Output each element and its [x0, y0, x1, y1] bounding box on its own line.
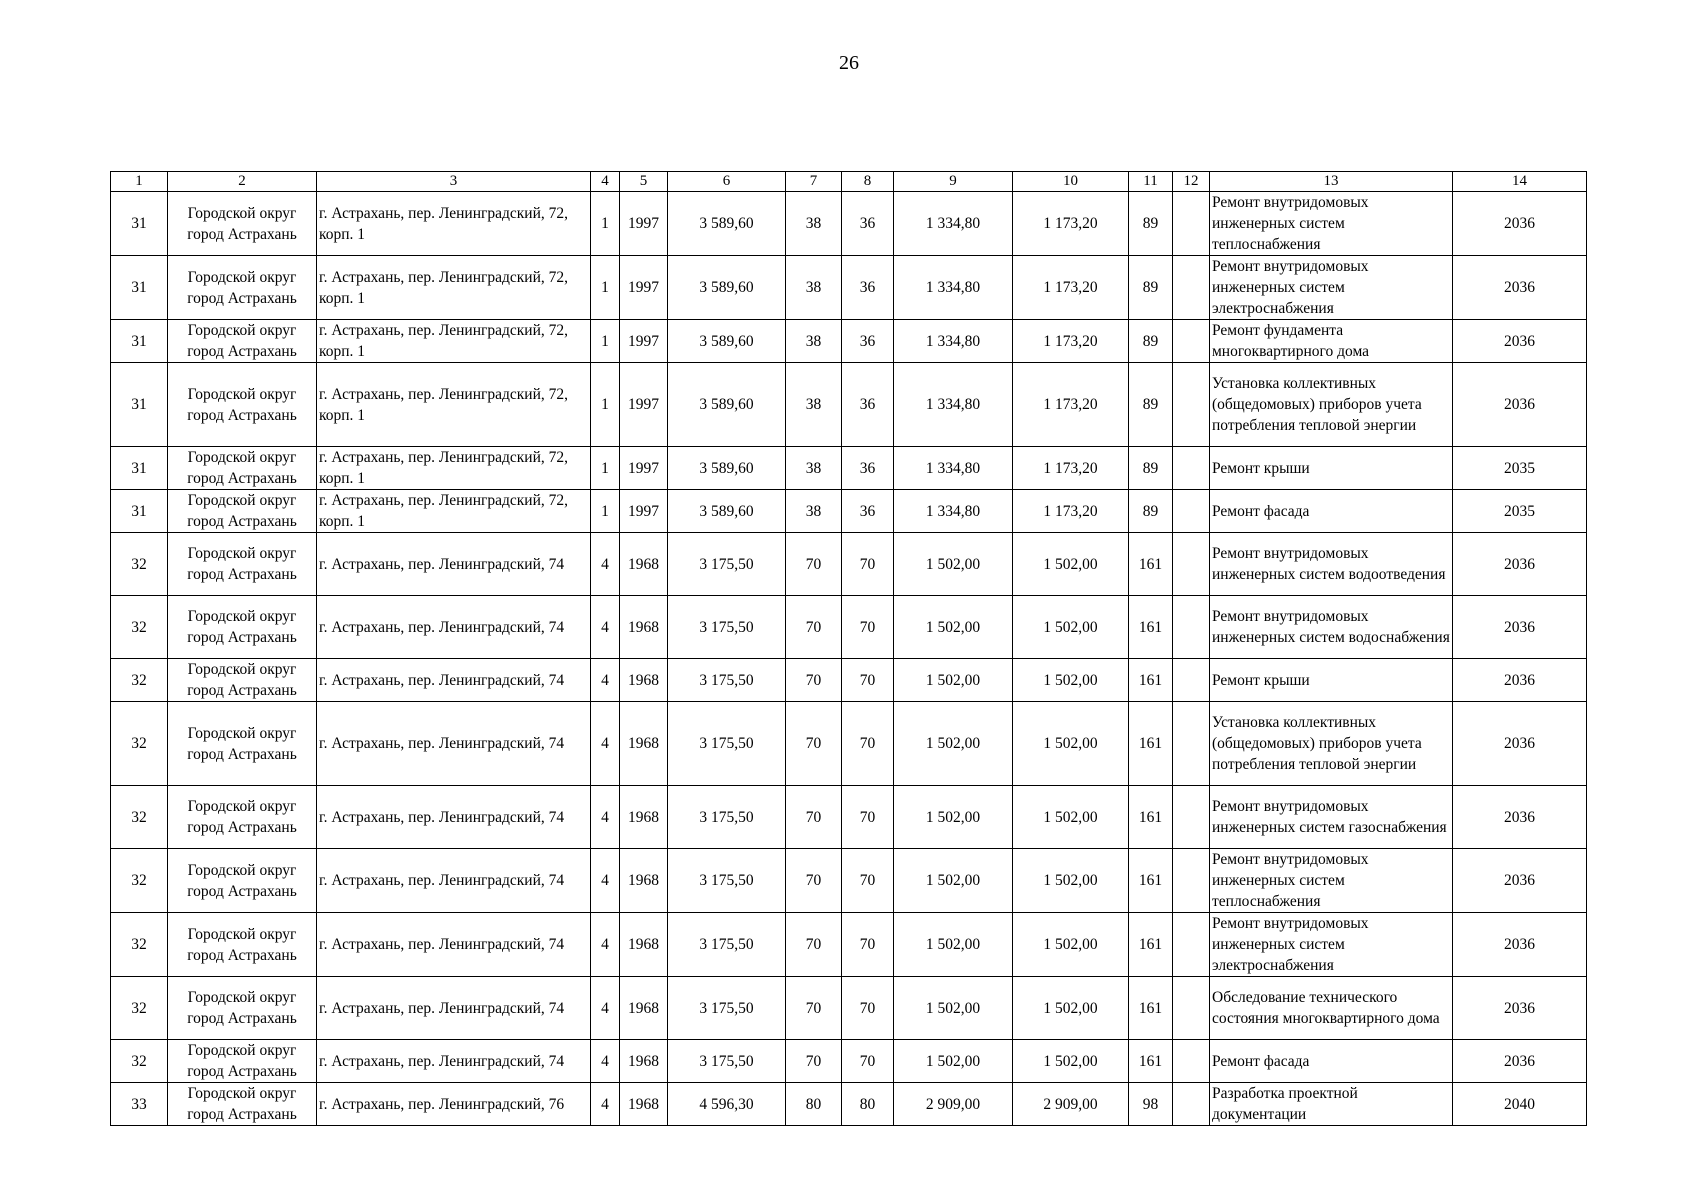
col12-cell — [1173, 1083, 1210, 1126]
col8-cell: 36 — [842, 447, 894, 490]
col9-cell: 1 502,00 — [894, 913, 1013, 977]
col7-cell: 38 — [786, 490, 842, 533]
col9-cell: 1 334,80 — [894, 363, 1013, 447]
page-number: 26 — [839, 52, 859, 74]
col8-cell: 36 — [842, 256, 894, 320]
table-row — [111, 447, 1587, 490]
table-row — [111, 490, 1587, 533]
col8-cell: 70 — [842, 533, 894, 596]
column-header: 6 — [668, 172, 786, 192]
address-cell: г. Астрахань, пер. Ленинградский, 72, корп. 1 — [317, 256, 591, 320]
col6-cell: 3 589,60 — [668, 490, 786, 533]
col4-cell: 4 — [591, 913, 620, 977]
municipality-cell: Городской округ город Астрахань — [168, 702, 317, 786]
col11-cell: 161 — [1129, 533, 1173, 596]
col6-cell: 3 175,50 — [668, 913, 786, 977]
col6-cell: 3 175,50 — [668, 702, 786, 786]
col11-cell: 161 — [1129, 1040, 1173, 1083]
col4-cell: 1 — [591, 192, 620, 256]
col6-cell: 3 175,50 — [668, 786, 786, 849]
col4-cell: 4 — [591, 1083, 620, 1126]
col4-cell: 4 — [591, 596, 620, 659]
municipality-cell: Городской округ город Астрахань — [168, 256, 317, 320]
col6-cell: 4 596,30 — [668, 1083, 786, 1126]
col7-cell: 70 — [786, 596, 842, 659]
year-cell: 1968 — [620, 702, 668, 786]
row-number-cell: 31 — [111, 490, 168, 533]
municipality-cell: Городской округ город Астрахань — [168, 596, 317, 659]
work-type-cell: Ремонт внутридомовых инженерных систем электроснабжения — [1210, 913, 1453, 977]
table-row — [111, 256, 1587, 320]
col9-cell: 1 502,00 — [894, 533, 1013, 596]
capital-repair-table — [110, 171, 1587, 1126]
col4-cell: 4 — [591, 533, 620, 596]
row-number-cell: 31 — [111, 192, 168, 256]
plan-year-cell: 2036 — [1453, 659, 1587, 702]
col7-cell: 70 — [786, 702, 842, 786]
work-type-cell: Установка коллективных (общедомовых) приборов учета потребления тепловой энергии — [1210, 363, 1453, 447]
col11-cell: 161 — [1129, 596, 1173, 659]
col10-cell: 1 173,20 — [1013, 320, 1129, 363]
col10-cell: 1 502,00 — [1013, 913, 1129, 977]
address-cell: г. Астрахань, пер. Ленинградский, 74 — [317, 596, 591, 659]
col7-cell: 70 — [786, 533, 842, 596]
col9-cell: 1 502,00 — [894, 596, 1013, 659]
header-row — [111, 172, 1587, 192]
year-cell: 1968 — [620, 977, 668, 1040]
address-cell: г. Астрахань, пер. Ленинградский, 72, корп. 1 — [317, 363, 591, 447]
col8-cell: 70 — [842, 596, 894, 659]
year-cell: 1997 — [620, 192, 668, 256]
year-cell: 1997 — [620, 363, 668, 447]
table-row — [111, 977, 1587, 1040]
column-header: 14 — [1453, 172, 1587, 192]
col6-cell: 3 175,50 — [668, 849, 786, 913]
column-header: 5 — [620, 172, 668, 192]
municipality-cell: Городской округ город Астрахань — [168, 849, 317, 913]
col9-cell: 1 502,00 — [894, 659, 1013, 702]
table-row — [111, 1083, 1587, 1126]
col9-cell: 1 502,00 — [894, 702, 1013, 786]
col12-cell — [1173, 256, 1210, 320]
year-cell: 1997 — [620, 490, 668, 533]
col7-cell: 70 — [786, 913, 842, 977]
col7-cell: 70 — [786, 977, 842, 1040]
year-cell: 1997 — [620, 320, 668, 363]
col7-cell: 70 — [786, 1040, 842, 1083]
table-row — [111, 533, 1587, 596]
address-cell: г. Астрахань, пер. Ленинградский, 72, корп. 1 — [317, 490, 591, 533]
year-cell: 1968 — [620, 533, 668, 596]
col10-cell: 1 173,20 — [1013, 490, 1129, 533]
column-header: 9 — [894, 172, 1013, 192]
work-type-cell: Установка коллективных (общедомовых) приборов учета потребления тепловой энергии — [1210, 702, 1453, 786]
col6-cell: 3 175,50 — [668, 659, 786, 702]
col8-cell: 36 — [842, 363, 894, 447]
work-type-cell: Ремонт крыши — [1210, 447, 1453, 490]
row-number-cell: 32 — [111, 533, 168, 596]
col6-cell: 3 175,50 — [668, 596, 786, 659]
row-number-cell: 31 — [111, 447, 168, 490]
municipality-cell: Городской округ город Астрахань — [168, 1040, 317, 1083]
col10-cell: 1 173,20 — [1013, 447, 1129, 490]
col4-cell: 4 — [591, 659, 620, 702]
column-header: 12 — [1173, 172, 1210, 192]
col6-cell: 3 589,60 — [668, 256, 786, 320]
table-row — [111, 849, 1587, 913]
work-type-cell: Ремонт внутридомовых инженерных систем электроснабжения — [1210, 256, 1453, 320]
col11-cell: 161 — [1129, 849, 1173, 913]
col12-cell — [1173, 702, 1210, 786]
work-type-cell: Ремонт крыши — [1210, 659, 1453, 702]
col6-cell: 3 589,60 — [668, 192, 786, 256]
col8-cell: 70 — [842, 702, 894, 786]
table-row — [111, 320, 1587, 363]
col11-cell: 161 — [1129, 659, 1173, 702]
col10-cell: 1 173,20 — [1013, 256, 1129, 320]
col11-cell: 98 — [1129, 1083, 1173, 1126]
year-cell: 1968 — [620, 849, 668, 913]
row-number-cell: 31 — [111, 320, 168, 363]
col8-cell: 36 — [842, 490, 894, 533]
col7-cell: 38 — [786, 320, 842, 363]
plan-year-cell: 2035 — [1453, 447, 1587, 490]
col12-cell — [1173, 659, 1210, 702]
col11-cell: 89 — [1129, 447, 1173, 490]
work-type-cell: Ремонт внутридомовых инженерных систем теплоснабжения — [1210, 849, 1453, 913]
col12-cell — [1173, 363, 1210, 447]
col4-cell: 1 — [591, 490, 620, 533]
col12-cell — [1173, 192, 1210, 256]
col12-cell — [1173, 533, 1210, 596]
municipality-cell: Городской округ город Астрахань — [168, 363, 317, 447]
col7-cell: 70 — [786, 786, 842, 849]
address-cell: г. Астрахань, пер. Ленинградский, 72, корп. 1 — [317, 320, 591, 363]
plan-year-cell: 2040 — [1453, 1083, 1587, 1126]
address-cell: г. Астрахань, пер. Ленинградский, 74 — [317, 659, 591, 702]
table-row — [111, 192, 1587, 256]
col10-cell: 1 173,20 — [1013, 363, 1129, 447]
col6-cell: 3 175,50 — [668, 533, 786, 596]
work-type-cell: Ремонт внутридомовых инженерных систем теплоснабжения — [1210, 192, 1453, 256]
municipality-cell: Городской округ город Астрахань — [168, 490, 317, 533]
plan-year-cell: 2036 — [1453, 320, 1587, 363]
col6-cell: 3 589,60 — [668, 447, 786, 490]
address-cell: г. Астрахань, пер. Ленинградский, 74 — [317, 977, 591, 1040]
col4-cell: 1 — [591, 447, 620, 490]
col8-cell: 70 — [842, 849, 894, 913]
municipality-cell: Городской округ город Астрахань — [168, 1083, 317, 1126]
col11-cell: 89 — [1129, 192, 1173, 256]
col10-cell: 1 502,00 — [1013, 702, 1129, 786]
address-cell: г. Астрахань, пер. Ленинградский, 72, корп. 1 — [317, 447, 591, 490]
work-type-cell: Ремонт внутридомовых инженерных систем водоснабжения — [1210, 596, 1453, 659]
col8-cell: 80 — [842, 1083, 894, 1126]
address-cell: г. Астрахань, пер. Ленинградский, 74 — [317, 786, 591, 849]
address-cell: г. Астрахань, пер. Ленинградский, 76 — [317, 1083, 591, 1126]
row-number-cell: 32 — [111, 702, 168, 786]
address-cell: г. Астрахань, пер. Ленинградский, 74 — [317, 702, 591, 786]
plan-year-cell: 2036 — [1453, 363, 1587, 447]
work-type-cell: Ремонт фундамента многоквартирного дома — [1210, 320, 1453, 363]
address-cell: г. Астрахань, пер. Ленинградский, 74 — [317, 849, 591, 913]
col12-cell — [1173, 849, 1210, 913]
col12-cell — [1173, 596, 1210, 659]
column-header: 4 — [591, 172, 620, 192]
col4-cell: 4 — [591, 786, 620, 849]
col4-cell: 1 — [591, 363, 620, 447]
col9-cell: 1 502,00 — [894, 786, 1013, 849]
plan-year-cell: 2036 — [1453, 786, 1587, 849]
address-cell: г. Астрахань, пер. Ленинградский, 74 — [317, 1040, 591, 1083]
col4-cell: 4 — [591, 702, 620, 786]
table-row — [111, 1040, 1587, 1083]
col9-cell: 1 502,00 — [894, 1040, 1013, 1083]
table-row — [111, 596, 1587, 659]
table-row — [111, 363, 1587, 447]
col4-cell: 4 — [591, 1040, 620, 1083]
column-header: 11 — [1129, 172, 1173, 192]
col11-cell: 89 — [1129, 256, 1173, 320]
col9-cell: 1 334,80 — [894, 192, 1013, 256]
row-number-cell: 32 — [111, 913, 168, 977]
col7-cell: 38 — [786, 363, 842, 447]
municipality-cell: Городской округ город Астрахань — [168, 977, 317, 1040]
col10-cell: 1 502,00 — [1013, 659, 1129, 702]
col7-cell: 38 — [786, 256, 842, 320]
plan-year-cell: 2036 — [1453, 596, 1587, 659]
col7-cell: 70 — [786, 659, 842, 702]
plan-year-cell: 2036 — [1453, 533, 1587, 596]
col12-cell — [1173, 913, 1210, 977]
work-type-cell: Ремонт внутридомовых инженерных систем водоотведения — [1210, 533, 1453, 596]
col9-cell: 2 909,00 — [894, 1083, 1013, 1126]
year-cell: 1997 — [620, 447, 668, 490]
plan-year-cell: 2036 — [1453, 1040, 1587, 1083]
plan-year-cell: 2036 — [1453, 702, 1587, 786]
column-header: 8 — [842, 172, 894, 192]
municipality-cell: Городской округ город Астрахань — [168, 533, 317, 596]
col9-cell: 1 334,80 — [894, 447, 1013, 490]
table-row — [111, 786, 1587, 849]
column-header: 3 — [317, 172, 591, 192]
col7-cell: 38 — [786, 192, 842, 256]
year-cell: 1997 — [620, 256, 668, 320]
col12-cell — [1173, 786, 1210, 849]
col10-cell: 1 502,00 — [1013, 1040, 1129, 1083]
col4-cell: 4 — [591, 977, 620, 1040]
plan-year-cell: 2035 — [1453, 490, 1587, 533]
col10-cell: 1 502,00 — [1013, 849, 1129, 913]
table-row — [111, 659, 1587, 702]
row-number-cell: 32 — [111, 786, 168, 849]
column-header: 13 — [1210, 172, 1453, 192]
col11-cell: 161 — [1129, 786, 1173, 849]
plan-year-cell: 2036 — [1453, 192, 1587, 256]
work-type-cell: Ремонт внутридомовых инженерных систем газоснабжения — [1210, 786, 1453, 849]
col9-cell: 1 502,00 — [894, 977, 1013, 1040]
col7-cell: 38 — [786, 447, 842, 490]
col8-cell: 70 — [842, 659, 894, 702]
col8-cell: 36 — [842, 320, 894, 363]
row-number-cell: 32 — [111, 977, 168, 1040]
col8-cell: 70 — [842, 977, 894, 1040]
col11-cell: 89 — [1129, 320, 1173, 363]
municipality-cell: Городской округ город Астрахань — [168, 192, 317, 256]
column-header: 1 — [111, 172, 168, 192]
col12-cell — [1173, 490, 1210, 533]
col6-cell: 3 175,50 — [668, 977, 786, 1040]
col11-cell: 89 — [1129, 363, 1173, 447]
col11-cell: 161 — [1129, 913, 1173, 977]
work-type-cell: Ремонт фасада — [1210, 1040, 1453, 1083]
col11-cell: 161 — [1129, 977, 1173, 1040]
row-number-cell: 32 — [111, 1040, 168, 1083]
year-cell: 1968 — [620, 596, 668, 659]
year-cell: 1968 — [620, 1040, 668, 1083]
col6-cell: 3 589,60 — [668, 320, 786, 363]
plan-year-cell: 2036 — [1453, 849, 1587, 913]
col8-cell: 70 — [842, 913, 894, 977]
col10-cell: 1 173,20 — [1013, 192, 1129, 256]
col10-cell: 1 502,00 — [1013, 596, 1129, 659]
work-type-cell: Ремонт фасада — [1210, 490, 1453, 533]
municipality-cell: Городской округ город Астрахань — [168, 913, 317, 977]
work-type-cell: Разработка проектной документации — [1210, 1083, 1453, 1126]
table-row — [111, 702, 1587, 786]
col11-cell: 161 — [1129, 702, 1173, 786]
col4-cell: 4 — [591, 849, 620, 913]
municipality-cell: Городской округ город Астрахань — [168, 320, 317, 363]
col4-cell: 1 — [591, 320, 620, 363]
col10-cell: 1 502,00 — [1013, 977, 1129, 1040]
col9-cell: 1 334,80 — [894, 256, 1013, 320]
col6-cell: 3 589,60 — [668, 363, 786, 447]
plan-year-cell: 2036 — [1453, 913, 1587, 977]
col10-cell: 2 909,00 — [1013, 1083, 1129, 1126]
col11-cell: 89 — [1129, 490, 1173, 533]
col7-cell: 80 — [786, 1083, 842, 1126]
col4-cell: 1 — [591, 256, 620, 320]
column-header: 7 — [786, 172, 842, 192]
row-number-cell: 33 — [111, 1083, 168, 1126]
work-type-cell: Обследование технического состояния многоквартирного дома — [1210, 977, 1453, 1040]
plan-year-cell: 2036 — [1453, 977, 1587, 1040]
year-cell: 1968 — [620, 1083, 668, 1126]
col9-cell: 1 502,00 — [894, 849, 1013, 913]
col9-cell: 1 334,80 — [894, 320, 1013, 363]
address-cell: г. Астрахань, пер. Ленинградский, 74 — [317, 533, 591, 596]
row-number-cell: 31 — [111, 256, 168, 320]
year-cell: 1968 — [620, 786, 668, 849]
col12-cell — [1173, 977, 1210, 1040]
plan-year-cell: 2036 — [1453, 256, 1587, 320]
col10-cell: 1 502,00 — [1013, 786, 1129, 849]
col9-cell: 1 334,80 — [894, 490, 1013, 533]
row-number-cell: 32 — [111, 596, 168, 659]
address-cell: г. Астрахань, пер. Ленинградский, 72, корп. 1 — [317, 192, 591, 256]
column-header: 10 — [1013, 172, 1129, 192]
year-cell: 1968 — [620, 659, 668, 702]
col12-cell — [1173, 1040, 1210, 1083]
table-body — [111, 192, 1587, 1126]
col8-cell: 70 — [842, 786, 894, 849]
col12-cell — [1173, 447, 1210, 490]
column-header: 2 — [168, 172, 317, 192]
col6-cell: 3 175,50 — [668, 1040, 786, 1083]
address-cell: г. Астрахань, пер. Ленинградский, 74 — [317, 913, 591, 977]
col10-cell: 1 502,00 — [1013, 533, 1129, 596]
row-number-cell: 32 — [111, 659, 168, 702]
year-cell: 1968 — [620, 913, 668, 977]
municipality-cell: Городской округ город Астрахань — [168, 447, 317, 490]
row-number-cell: 31 — [111, 363, 168, 447]
municipality-cell: Городской округ город Астрахань — [168, 659, 317, 702]
municipality-cell: Городской округ город Астрахань — [168, 786, 317, 849]
col8-cell: 36 — [842, 192, 894, 256]
row-number-cell: 32 — [111, 849, 168, 913]
col12-cell — [1173, 320, 1210, 363]
col7-cell: 70 — [786, 849, 842, 913]
col8-cell: 70 — [842, 1040, 894, 1083]
table-row — [111, 913, 1587, 977]
